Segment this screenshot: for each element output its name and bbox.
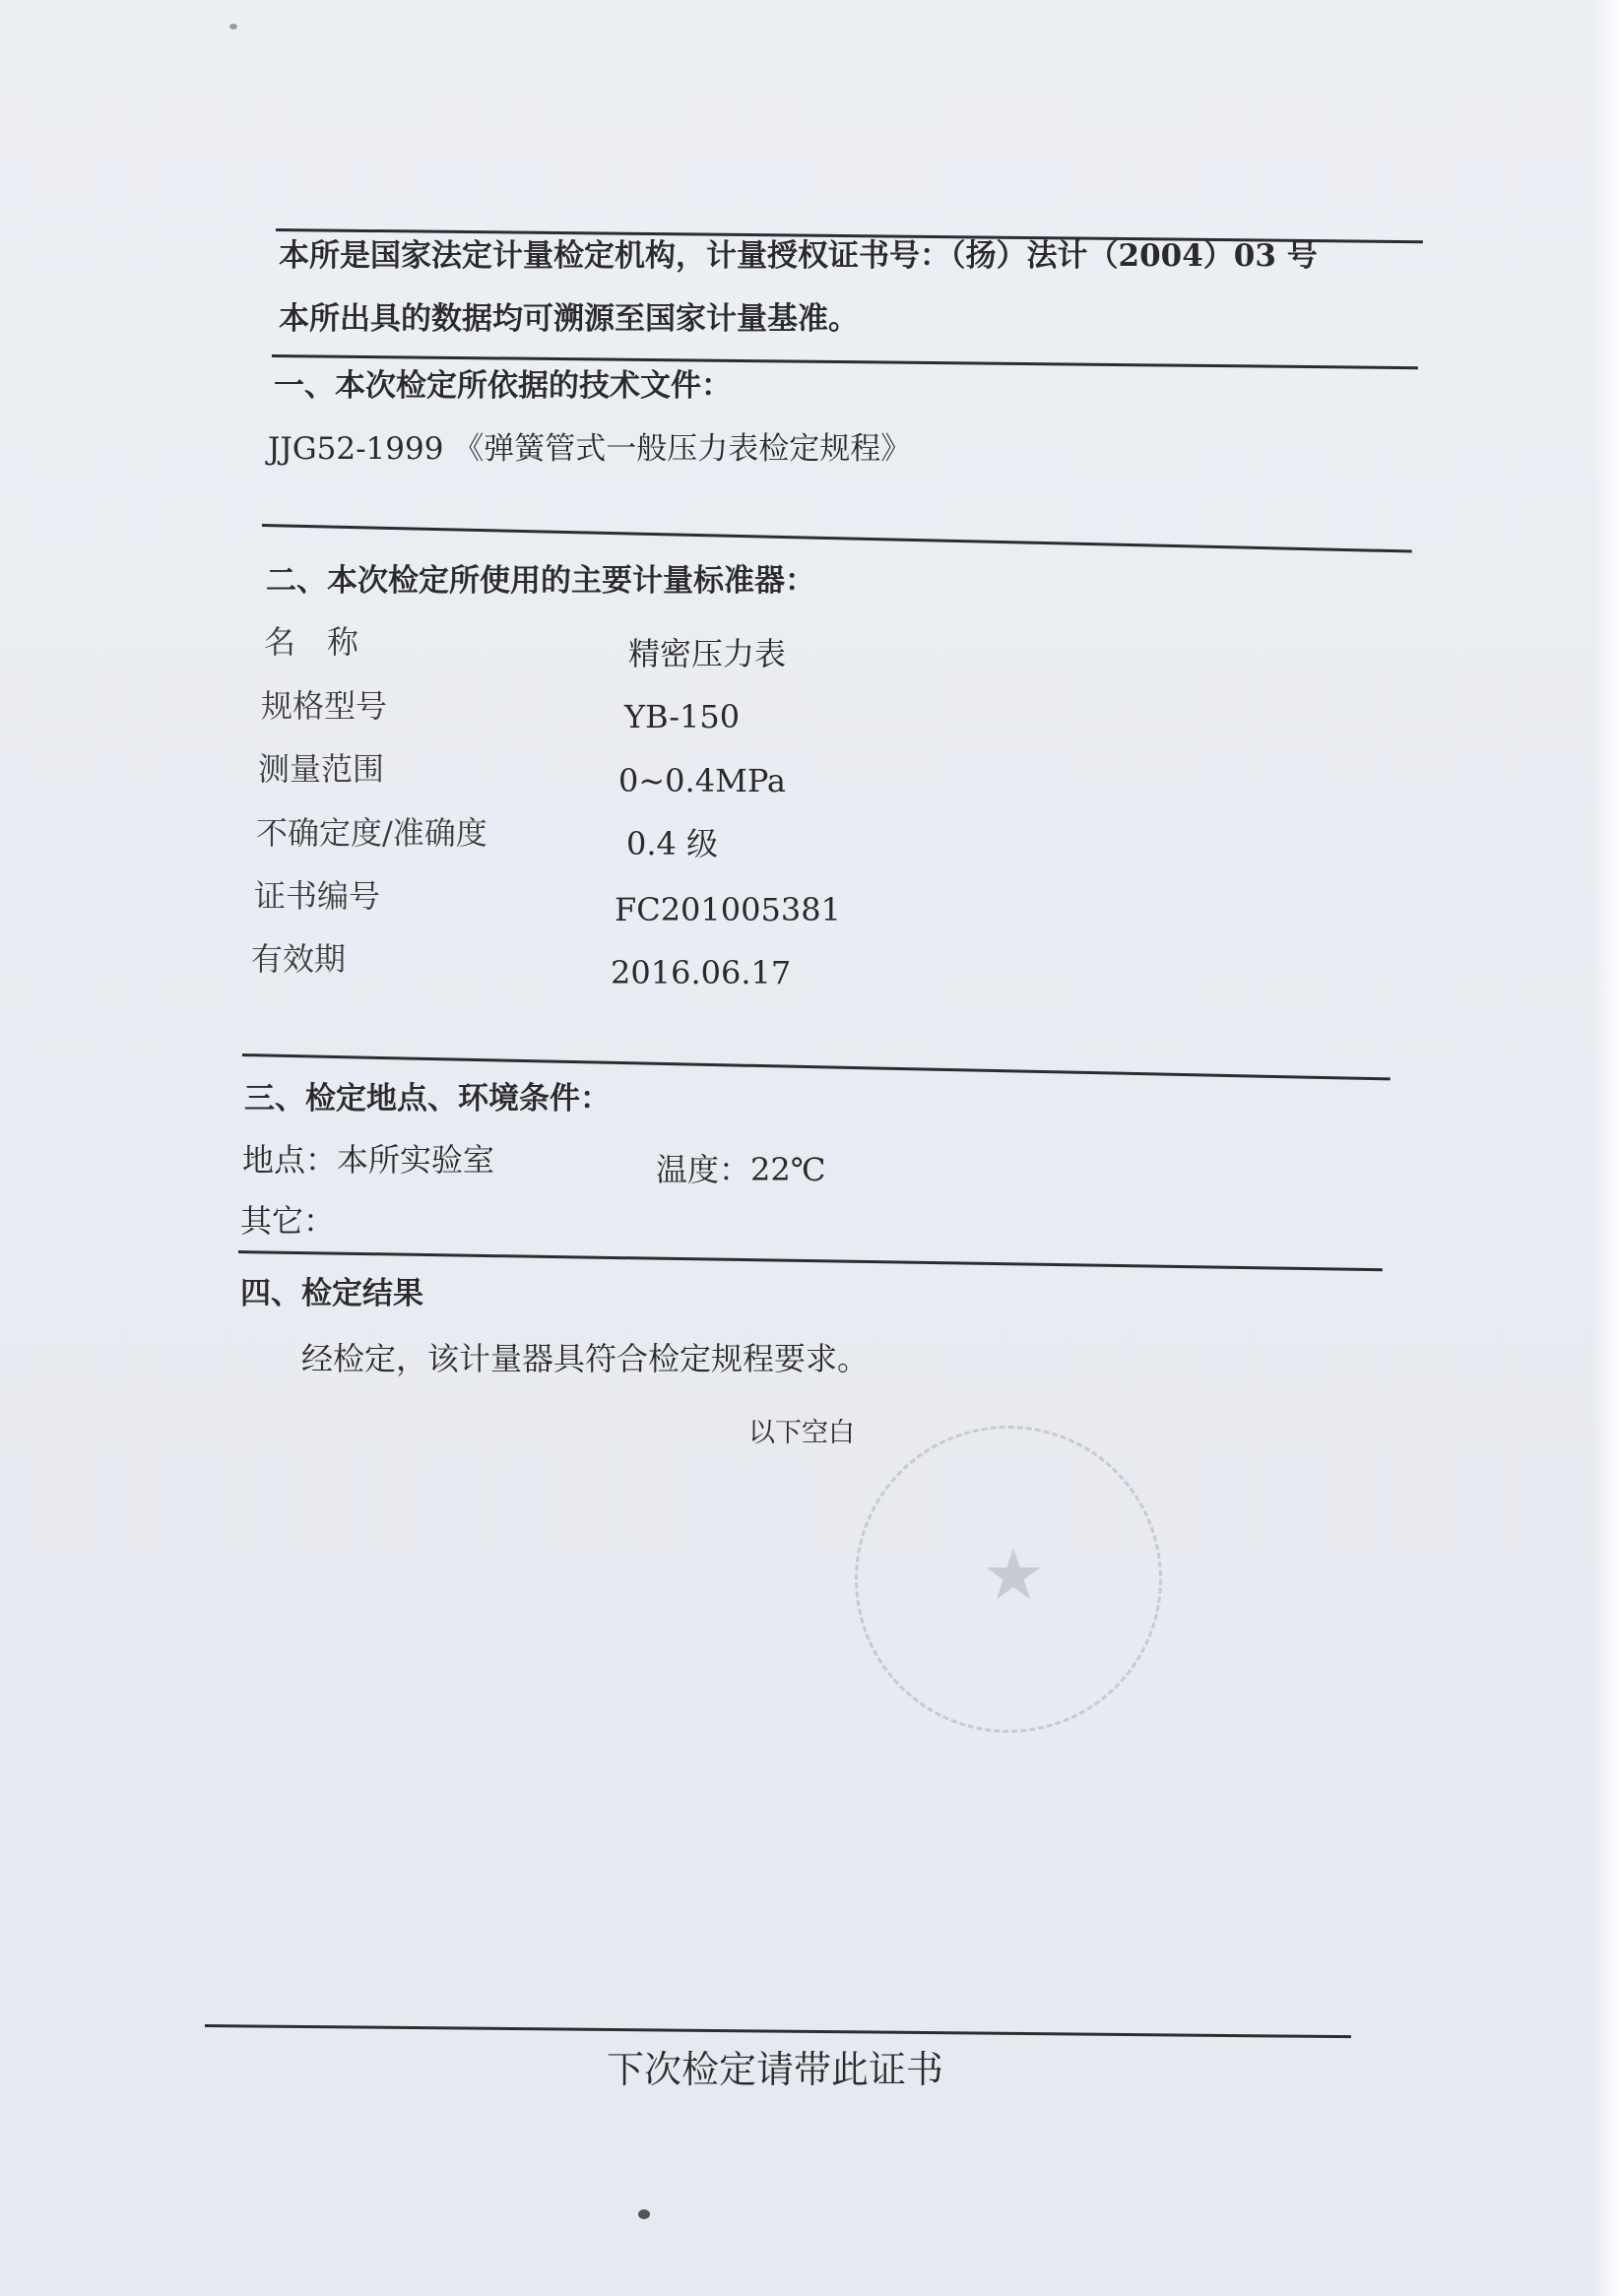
- header-line-2: 本所出具的数据均可溯源至国家计量基准。: [279, 301, 859, 337]
- spec-value-name: 精密压力表: [628, 635, 787, 672]
- official-seal: [855, 1426, 1162, 1733]
- spec-value-model: YB-150: [624, 698, 741, 735]
- section4-title: 四、检定结果: [240, 1276, 423, 1311]
- scan-speck: [229, 24, 237, 30]
- section4-blank-note: 以下空白: [748, 1418, 855, 1448]
- section1-title: 一、本次检定所依据的技术文件：: [274, 368, 732, 404]
- section3-other: 其它：: [240, 1202, 336, 1240]
- spec-label-valid-until: 有效期: [251, 940, 347, 978]
- section3-location: 地点：本所实验室: [242, 1141, 495, 1179]
- spec-label-accuracy: 不确定度/准确度: [256, 814, 487, 852]
- spec-label-range: 测量范围: [258, 750, 385, 788]
- spec-value-range: 0~0.4MPa: [618, 762, 786, 799]
- spec-value-accuracy: 0.4 级: [626, 825, 719, 862]
- section3-temperature: 温度：22℃: [656, 1151, 826, 1188]
- spec-label-model: 规格型号: [261, 687, 388, 725]
- spec-value-valid-until: 2016.06.17: [611, 954, 792, 991]
- page-edge: [1593, 0, 1619, 2296]
- section1-document: JJG52-1999 《弹簧管式一般压力表检定规程》: [268, 431, 912, 467]
- section4-result: 经检定，该计量器具符合检定规程要求。: [301, 1340, 870, 1377]
- spec-label-certificate-no: 证书编号: [254, 877, 381, 915]
- section3-title: 三、检定地点、环境条件：: [244, 1081, 611, 1116]
- scan-speck: [638, 2209, 650, 2219]
- rule-section3: [242, 1053, 1391, 1080]
- header-line-1: 本所是国家法定计量检定机构，计量授权证书号：（扬）法计（2004）03 号: [279, 238, 1318, 274]
- rule-footer: [205, 2024, 1351, 2038]
- spec-label-name: 名 称: [264, 623, 359, 661]
- footer-note: 下次检定请带此证书: [607, 2048, 944, 2091]
- section2-title: 二、本次检定所使用的主要计量标准器：: [266, 563, 815, 599]
- rule-section2: [262, 524, 1412, 552]
- spec-value-certificate-no: FC201005381: [615, 891, 841, 928]
- seal-star-icon: ★: [981, 1533, 1046, 1616]
- rule-section4: [238, 1250, 1383, 1271]
